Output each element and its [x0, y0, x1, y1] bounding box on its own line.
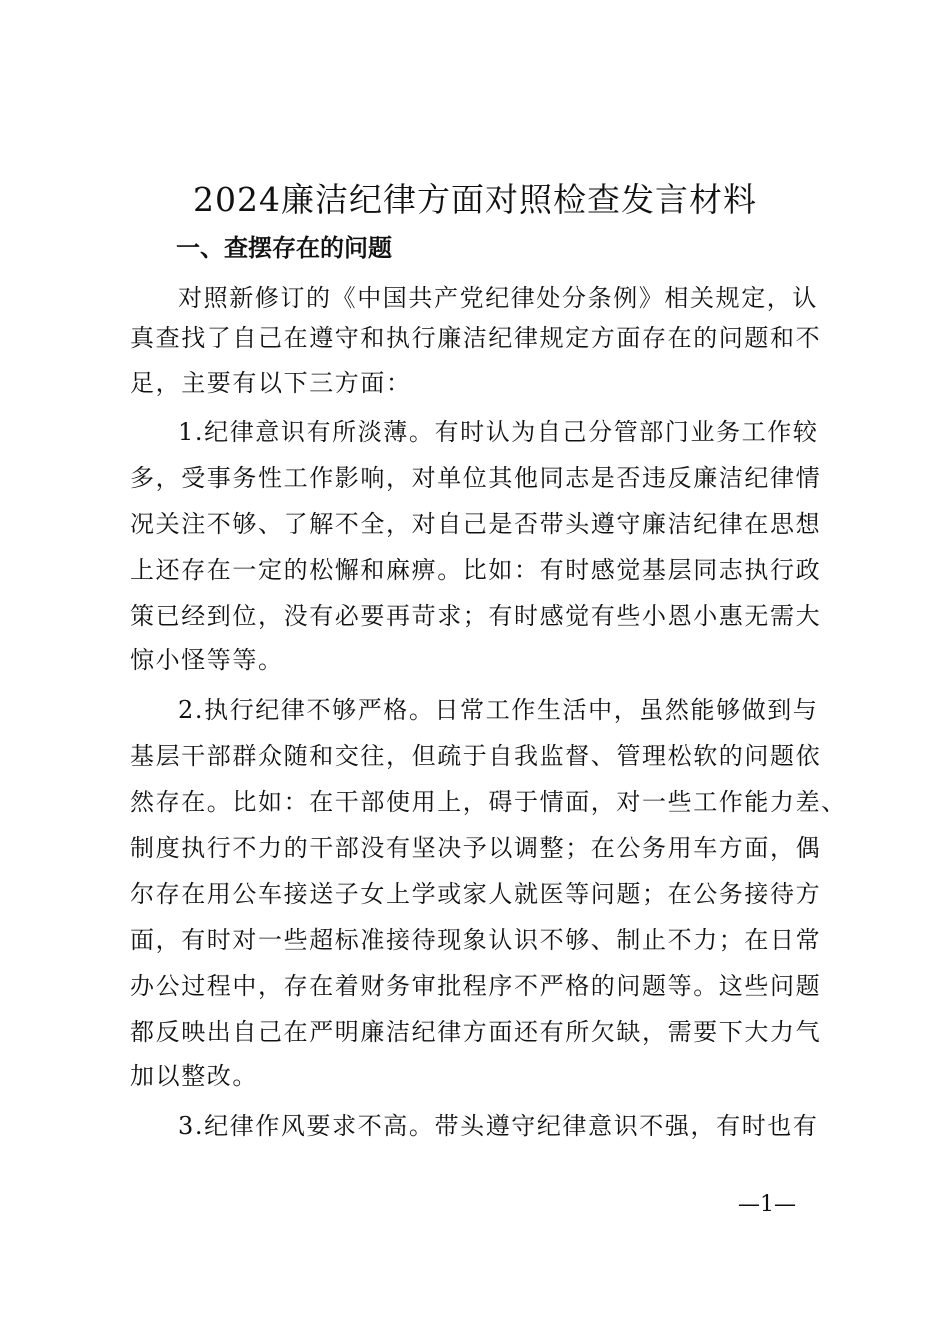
paragraph-line: 上还存在一定的松懈和麻痹。比如：有时感觉基层同志执行政 — [130, 556, 822, 584]
paragraph-line: 1.纪律意识有所淡薄。有时认为自己分管部门业务工作较 — [178, 418, 819, 446]
paragraph-line: 都反映出自己在严明廉洁纪律方面还有所欠缺，需要下大力气 — [130, 1018, 822, 1046]
paragraph-line: 多，受事务性工作影响，对单位其他同志是否违反廉洁纪律情 — [130, 464, 822, 492]
paragraph-line: 况关注不够、了解不全，对自己是否带头遵守廉洁纪律在思想 — [130, 510, 822, 538]
paragraph-line: 制度执行不力的干部没有坚决予以调整；在公务用车方面，偶 — [130, 834, 822, 862]
paragraph-line: 面，有时对一些超标准接待现象认识不够、制止不力；在日常 — [130, 926, 822, 954]
section-heading: 一、查摆存在的问题 — [176, 234, 392, 262]
paragraph-line: 策已经到位，没有必要再苛求；有时感觉有些小恩小惠无需大 — [130, 602, 822, 630]
paragraph-line: 加以整改。 — [130, 1062, 258, 1090]
document-title: 2024廉洁纪律方面对照检查发言材料 — [193, 180, 757, 219]
paragraph-line: 惊小怪等等。 — [130, 646, 284, 674]
paragraph-line: 基层干部群众随和交往，但疏于自我监督、管理松软的问题依 — [130, 742, 822, 770]
paragraph-line: 办公过程中，存在着财务审批程序不严格的问题等。这些问题 — [130, 972, 822, 1000]
paragraph-line: 尔存在用公车接送子女上学或家人就医等问题；在公务接待方 — [130, 880, 822, 908]
page-number: —1— — [738, 1192, 796, 1217]
paragraph-line: 2.执行纪律不够严格。日常工作生活中，虽然能够做到与 — [178, 696, 819, 724]
paragraph-line: 3.纪律作风要求不高。带头遵守纪律意识不强，有时也有 — [178, 1112, 819, 1140]
paragraph-line: 真查找了自己在遵守和执行廉洁纪律规定方面存在的问题和不 — [130, 324, 822, 352]
paragraph-line: 对照新修订的《中国共产党纪律处分条例》相关规定，认 — [178, 284, 818, 312]
paragraph-line: 足，主要有以下三方面： — [130, 369, 412, 397]
paragraph-line: 然存在。比如：在干部使用上，碍于情面，对一些工作能力差、 — [130, 788, 847, 816]
